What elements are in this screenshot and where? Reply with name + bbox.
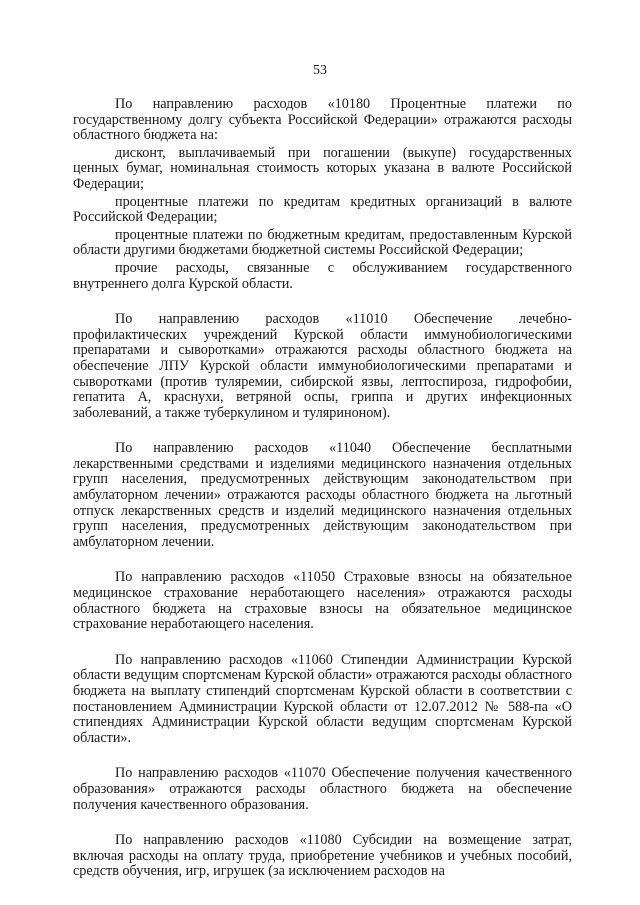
paragraph-11060: По направлению расходов «11060 Стипендии Администрации Курской области ведущим спортсменам Курской области» отражаются расходы областного бюджета на выплату стипендий спортсменам Курской области в соответствии с постановлением Администрации Курской области от 12.07.2012 № 588-па «О стипендиях Администрации Курской области ведущим спортсменам Курской области». — [73, 651, 572, 746]
paragraph-10180-item-budget-credits: процентные платежи по бюджетным кредитам, предоставленным Курской области другими бюджетами бюджетной системы Российской Федерации; — [73, 226, 572, 259]
paragraph-10180-intro: По направлению расходов «10180 Процентные платежи по государственному долгу субъекта Российской Федерации» отражаются расходы областного бюджета на: — [73, 96, 572, 144]
paragraph-11010: По направлению расходов «11010 Обеспечение лечебно-профилактических учреждений Курской области иммунобиологическими препаратами и сыворотками» отражаются расходы областного бюджета на обеспечение ЛПУ Курской области иммунобиологическими препаратами и сыворотками (против туляремии, сибирской язвы, лептоспироза, гидрофобии, гепатита А, краснухи, ветряной оспы, гриппа и других инфекционных заболеваний, а также туберкулином и туляриноном). — [73, 311, 572, 421]
page-number: 53 — [313, 63, 327, 78]
paragraph-10180-item-discount: дисконт, выплачиваемый при погашении (выкупе) государственных ценных бумаг, номинальная стоимость которых указана в валюте Российской Федерации; — [73, 144, 572, 192]
document-body — [73, 97, 572, 880]
paragraph-10180-item-other: прочие расходы, связанные с обслуживанием государственного внутреннего долга Курской области. — [73, 259, 572, 292]
paragraph-10180-item-credit-org: процентные платежи по кредитам кредитных организаций в валюте Российской Федерации; — [73, 193, 572, 226]
paragraph-11070: По направлению расходов «11070 Обеспечение получения качественного образования» отражаются расходы областного бюджета на обеспечение получения качественного образования. — [73, 765, 572, 813]
paragraph-11040: По направлению расходов «11040 Обеспечение бесплатными лекарственными средствами и изделиями медицинского назначения отдельных групп населения, предусмотренных действующим законодательством при амбулаторном лечении» отражаются расходы областного бюджета на льготный отпуск лекарственных средств и изделий медицинского назначения отдельных групп населения, предусмотренных действующим законодательством при амбулаторном лечении. — [73, 440, 572, 550]
paragraph-11050: По направлению расходов «11050 Страховые взносы на обязательное медицинское страхование неработающего населения» отражаются расходы областного бюджета на страховые взносы на обязательное медицинское страхование неработающего населения. — [73, 569, 572, 633]
paragraph-11080: По направлению расходов «11080 Субсидии на возмещение затрат, включая расходы на оплату труда, приобретение учебников и учебных пособий, средств обучения, игр, игрушек (за исключением расходов на — [73, 832, 572, 880]
